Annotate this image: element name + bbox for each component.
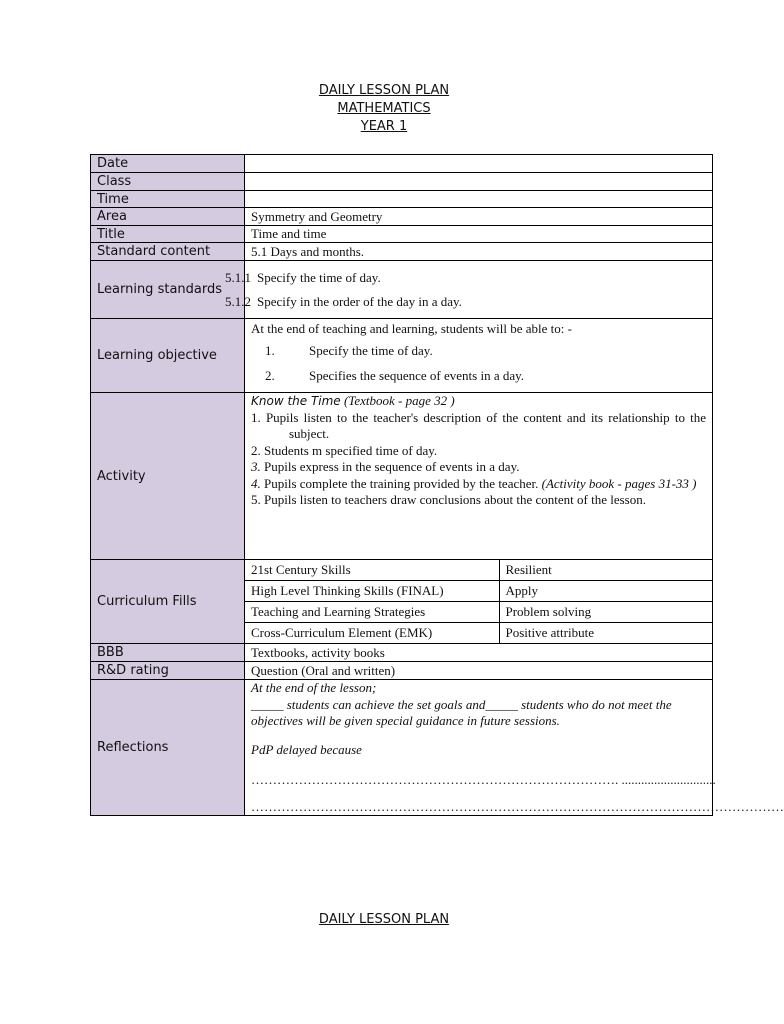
label-time: Time xyxy=(91,191,245,208)
curriculum-row xyxy=(245,560,712,581)
objective-intro: At the end of teaching and learning, students will be able to: - xyxy=(251,321,572,336)
document-header xyxy=(0,82,768,136)
label-title: Title xyxy=(91,226,245,243)
activity-step-ref: (Activity book - pages 31-33 ) xyxy=(541,475,697,491)
label-curriculum-fills: Curriculum Fills xyxy=(91,560,245,644)
learning-standard-item xyxy=(225,290,706,314)
reflection-blank-line: …………………………………………………………………………………………………………… xyxy=(251,798,784,814)
activity-step-text: Pupils listen to the teacher's description of the content and its relationship to the subject. xyxy=(265,409,706,441)
header-subject: MATHEMATICS xyxy=(337,101,431,116)
curriculum-fills-table xyxy=(245,560,712,643)
row-title xyxy=(91,226,713,243)
value-rd-rating: Question (Oral and written) xyxy=(245,662,713,680)
curriculum-value: Apply xyxy=(499,581,712,602)
curriculum-skill: 21st Century Skills xyxy=(245,560,499,581)
row-time xyxy=(91,191,713,208)
curriculum-value: Resilient xyxy=(499,560,712,581)
label-area: Area xyxy=(91,208,245,226)
row-standard-content xyxy=(91,243,713,261)
row-curriculum-fills xyxy=(91,560,713,644)
label-learning-standards: Learning standards xyxy=(91,261,245,319)
activity-heading: Know the Time xyxy=(251,394,341,408)
curriculum-skill: High Level Thinking Skills (FINAL) xyxy=(245,581,499,602)
label-bbb: BBB xyxy=(91,644,245,662)
value-class xyxy=(245,173,713,191)
activity-heading-ref: (Textbook - page 32 ) xyxy=(343,393,455,408)
row-activity xyxy=(91,393,713,560)
activity-step xyxy=(251,492,706,509)
activity-step-text: Students m specified time of day. xyxy=(264,442,438,458)
header-title: DAILY LESSON PLAN xyxy=(318,83,450,98)
page2-header xyxy=(0,911,768,929)
value-reflections xyxy=(245,680,784,816)
activity-step-number: 2. xyxy=(251,442,261,458)
learning-standard-item xyxy=(225,266,706,290)
activity-step-text: Pupils express in the sequence of events in a day. xyxy=(264,459,520,474)
learning-standard-text: Specify in the order of the day in a day. xyxy=(257,293,462,309)
label-class: Class xyxy=(91,173,245,191)
value-standard-content: 5.1 Days and months. xyxy=(245,243,713,261)
activity-step-number: 4. xyxy=(251,475,261,491)
activity-step-text: Pupils listen to teachers draw conclusions about the content of the lesson. xyxy=(264,492,646,507)
activity-step xyxy=(251,443,706,460)
row-class xyxy=(91,173,713,191)
row-bbb xyxy=(91,644,713,662)
row-area xyxy=(91,208,713,226)
activity-step-number: 3. xyxy=(251,459,261,474)
activity-step xyxy=(251,476,706,493)
objective-number: 2. xyxy=(265,368,275,383)
row-learning-objective xyxy=(91,319,713,393)
label-activity: Activity xyxy=(91,393,245,560)
curriculum-value: Problem solving xyxy=(499,602,712,623)
value-curriculum-fills xyxy=(245,560,713,644)
activity-step-text: Pupils complete the training provided by the teacher. xyxy=(264,475,539,491)
curriculum-value: Positive attribute xyxy=(499,623,712,644)
value-activity xyxy=(245,393,713,560)
curriculum-skill: Teaching and Learning Strategies xyxy=(245,602,499,623)
value-date xyxy=(245,155,713,173)
learning-standard-text: Specify the time of day. xyxy=(257,269,381,285)
value-time xyxy=(245,191,713,208)
activity-step-number: 1. xyxy=(251,409,261,425)
curriculum-skill: Cross-Curriculum Element (EMK) xyxy=(245,623,499,644)
curriculum-row xyxy=(245,581,712,602)
learning-standard-code: 5.1.2 xyxy=(225,293,251,309)
activity-step xyxy=(251,459,706,476)
header-year: YEAR 1 xyxy=(360,119,408,134)
objective-item xyxy=(251,363,706,388)
label-rd-rating: R&D rating xyxy=(91,662,245,680)
label-date: Date xyxy=(91,155,245,173)
reflection-delayed: PdP delayed because xyxy=(251,741,362,757)
curriculum-row xyxy=(245,623,712,644)
reflection-blank-line: …………………………………………………………………………. ............................. xyxy=(251,772,716,787)
row-date xyxy=(91,155,713,173)
lesson-plan-table xyxy=(90,154,784,816)
row-reflections xyxy=(91,680,713,816)
reflection-intro: At the end of the lesson; xyxy=(251,680,377,695)
curriculum-row xyxy=(245,602,712,623)
reflection-goals: _____ students can achieve the set goals and_____ students who do not meet the objectives will be given special guidance in future sessions. xyxy=(251,696,672,728)
value-learning-objective xyxy=(245,319,713,393)
label-learning-objective: Learning objective xyxy=(91,319,245,393)
label-standard-content: Standard content xyxy=(91,243,245,261)
learning-standard-code: 5.1.1 xyxy=(225,269,251,285)
activity-step xyxy=(251,410,706,443)
page2-title: DAILY LESSON PLAN xyxy=(318,912,450,927)
label-reflections: Reflections xyxy=(91,680,245,816)
objective-text: Specifies the sequence of events in a day. xyxy=(309,368,525,383)
objective-list xyxy=(251,338,706,388)
activity-step-number: 5. xyxy=(251,492,261,507)
row-learning-standards xyxy=(91,261,713,319)
objective-number: 1. xyxy=(265,343,275,358)
value-title: Time and time xyxy=(245,226,713,243)
value-area: Symmetry and Geometry xyxy=(245,208,713,226)
objective-item xyxy=(251,338,706,363)
row-rd-rating xyxy=(91,662,713,680)
objective-text: Specify the time of day. xyxy=(309,343,433,358)
value-learning-standards xyxy=(225,261,713,319)
value-bbb: Textbooks, activity books xyxy=(245,644,713,662)
